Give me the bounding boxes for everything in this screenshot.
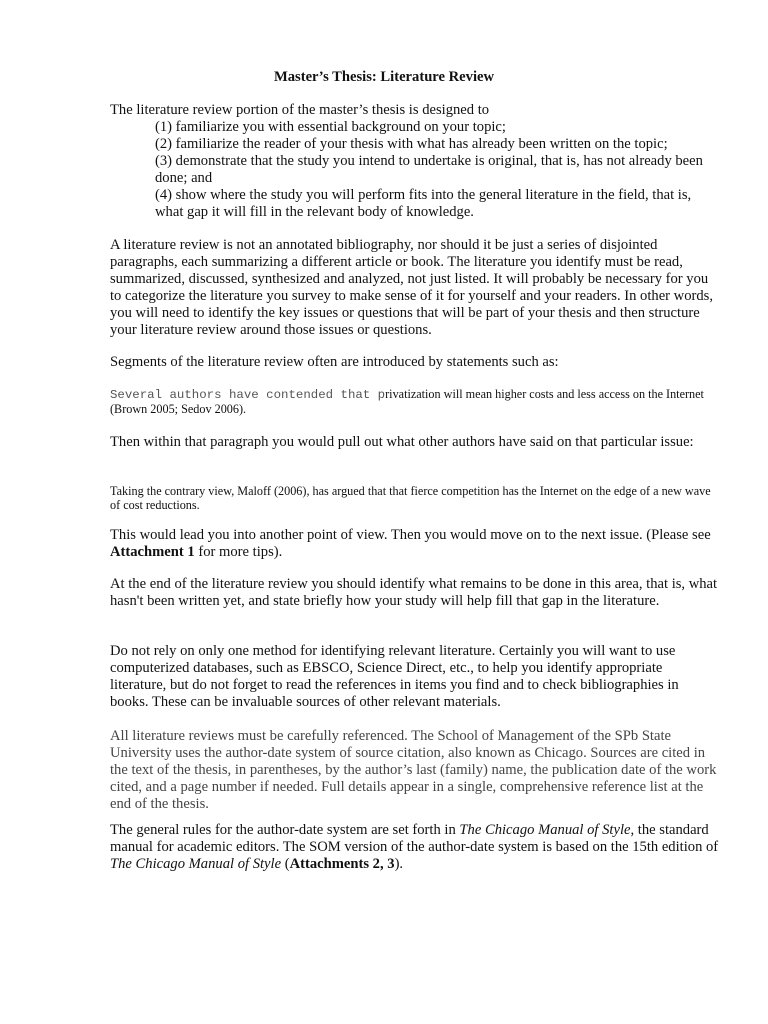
paragraph-end-of-review: At the end of the literature review you should identify what remains to be done in this area, that is, what hasn't been written yet, and state briefly how your study will help fill that gap in the literature.: [110, 576, 718, 609]
intro-lead: The literature review portion of the master’s thesis is designed to: [110, 102, 490, 118]
intro-section: [110, 102, 720, 221]
next-issue-text: This would lead you into another point of view. Then you would move on to the next issue. (Please see: [110, 527, 711, 543]
purpose-list: [110, 119, 720, 221]
page-title: Master’s Thesis: Literature Review: [273, 69, 495, 85]
paragraph-not-bibliography: A literature review is not an annotated bibliography, nor should it be just a series of disjointed paragraphs, each summarizing a different article or book. The literature you identify must be read, summarized, discussed, synthesized and analyzed, not just listed. It will probably be necessary for you to categorize the literature you survey to make sense of it for yourself and your readers. In other words, you will need to identify the key issues or questions that will be part of your thesis and then structure your literature review around those issues or questions.: [110, 237, 713, 338]
example-statement-1: [110, 387, 720, 416]
chicago-manual-title: The Chicago Manual of Style: [459, 822, 631, 838]
paragraph-next-issue: [110, 527, 720, 561]
purpose-item-1: (1) familiarize you with essential background on your topic;: [155, 119, 506, 135]
chicago-manual-title-2: The Chicago Manual of Style: [110, 856, 282, 872]
rules-text-3: (: [281, 856, 290, 872]
purpose-item-3: (3) demonstrate that the study you intend to undertake is original, that is, has not already been done; and: [155, 153, 703, 186]
example-statement-2: Taking the contrary view, Maloff (2006), has argued that that fierce competition has the Internet on the edge of a new wave of cost reductions.: [110, 484, 711, 512]
rules-text-1: The general rules for the author-date system are set forth in: [110, 822, 460, 838]
example-statement-1-mono: Several authors have contended that p: [110, 388, 386, 402]
paragraph-then-within: Then within that paragraph you would pull out what other authors have said on that particular issue:: [110, 434, 694, 450]
paragraph-general-rules: [110, 822, 720, 873]
next-issue-text-end: for more tips).: [194, 544, 283, 560]
paragraph-referencing: All literature reviews must be carefully referenced. The School of Management of the SPb State University uses the author-date system of source citation, also known as Chicago. Sources are cited in the text of the thesis, in parentheses, by the author’s last (family) name, the publication date of the work cited, and a page number if needed. Full details appear in a single, comprehensive reference list at the end of the thesis.: [110, 728, 717, 812]
paragraph-methods: Do not rely on only one method for identifying relevant literature. Certainly you will want to use computerized databases, such as EBSCO, Science Direct, etc., to help you identify appropriate literature, but do not forget to read the references in items you find and to check bibliographies in books. These can be invaluable sources of other relevant materials.: [110, 643, 679, 710]
attachment-1-ref: Attachment 1: [110, 544, 195, 560]
rules-text-4: ).: [394, 856, 404, 872]
example-statement-1-rest: rivatization will mean higher costs and less access on the Internet (Brown 2005; Sedov 2006).: [110, 387, 704, 416]
purpose-item-2: (2) familiarize the reader of your thesis with what has already been written on the topic;: [155, 136, 668, 152]
attachments-2-3-ref: Attachments 2, 3: [289, 856, 395, 872]
rules-text-2: , the standard manual for academic editors. The SOM version of the author-date system is based on the 15th edition of: [110, 822, 719, 855]
purpose-item-4: (4) show where the study you will perform fits into the general literature in the field, that is, what gap it will fill in the relevant body of knowledge.: [155, 187, 692, 220]
paragraph-segments: Segments of the literature review often are introduced by statements such as:: [110, 354, 559, 370]
